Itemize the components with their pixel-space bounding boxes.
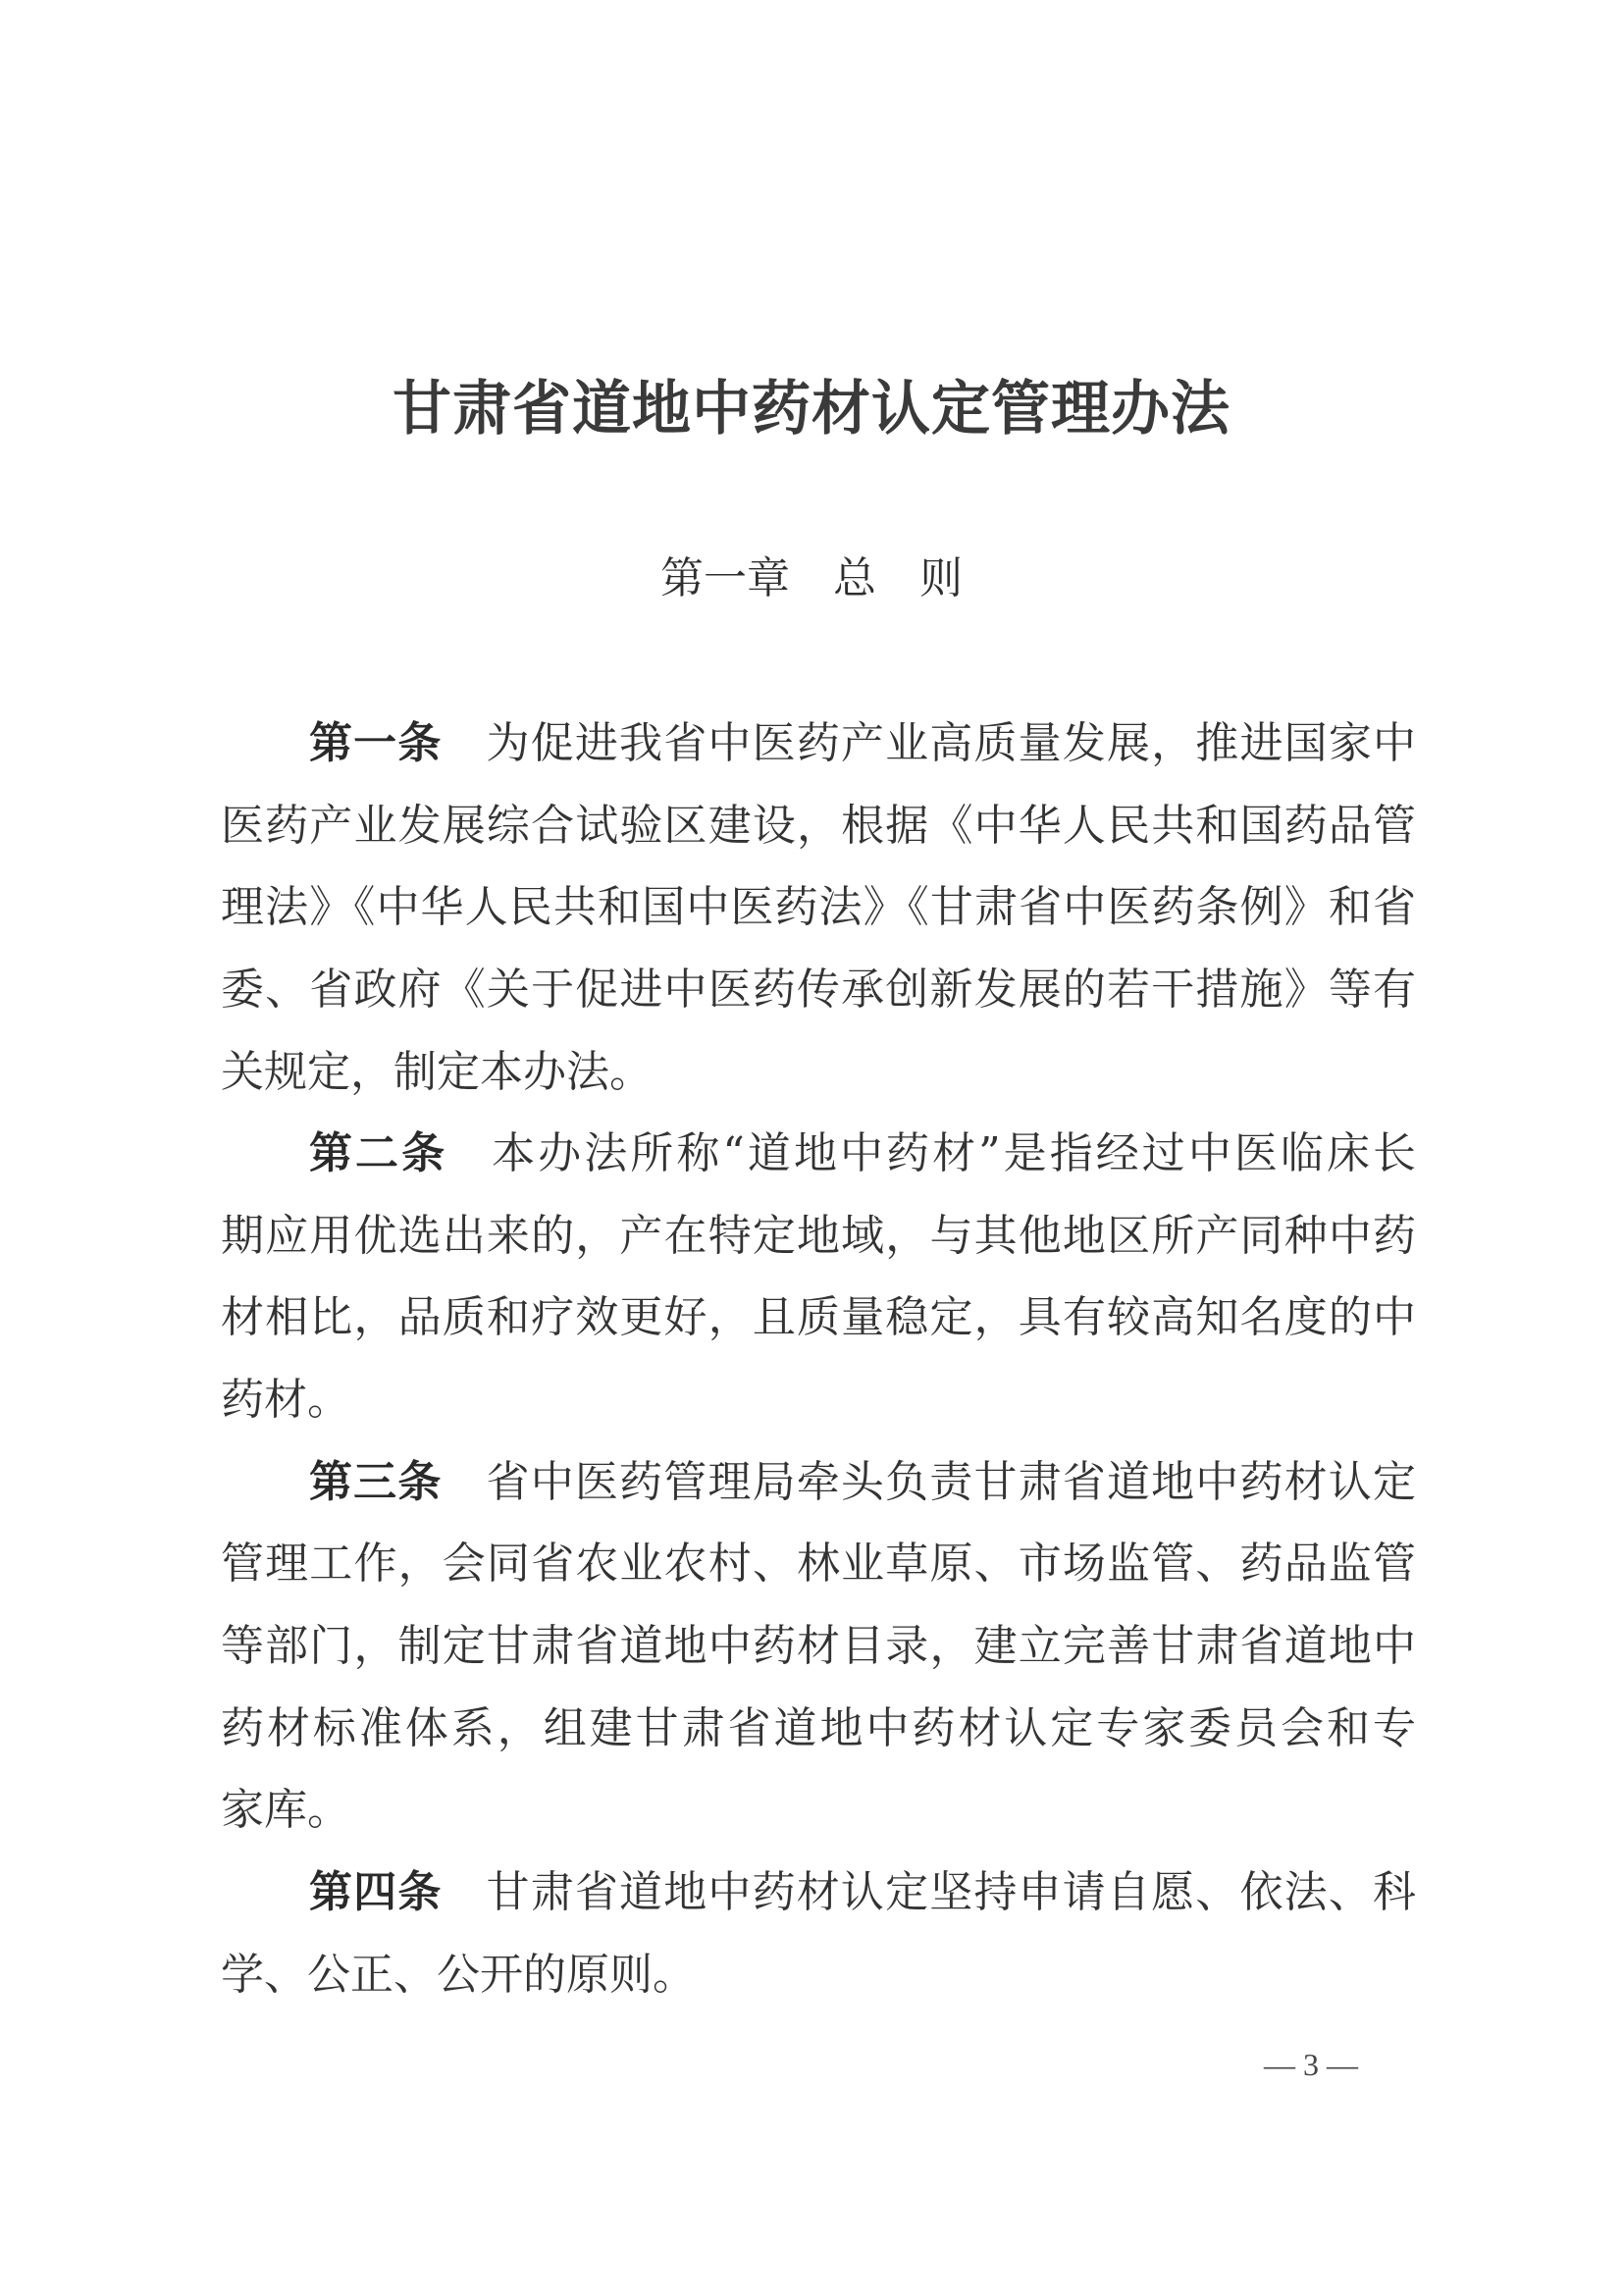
- article-first-line: [221, 1852, 1416, 1934]
- article-line-text: 本办法所称“道地中药材”是指经过中医临床长: [492, 1128, 1416, 1179]
- page-number: — 3 —: [1264, 2047, 1358, 2082]
- article-first-line: [221, 703, 1416, 785]
- article-line: 理法》《中华人民共和国中医药法》《甘肃省中医药条例》和省: [221, 882, 1416, 933]
- article-3: [221, 1441, 1416, 1852]
- chapter-heading: 第一章 总 则: [660, 553, 963, 603]
- article-label: 第一条: [309, 718, 443, 768]
- article-line: 委、省政府《关于促进中医药传承创新发展的若干措施》等有: [221, 964, 1416, 1015]
- article-line: 期应用优选出来的，产在特定地域，与其他地区所产同种中药: [221, 1210, 1416, 1261]
- article-first-line: [221, 1113, 1416, 1195]
- article-1: [221, 703, 1416, 1113]
- article-line: 家库。: [221, 1785, 350, 1836]
- article-line: 医药产业发展综合试验区建设，根据《中华人民共和国药品管: [221, 800, 1416, 851]
- article-line: 管理工作，会同省农业农村、林业草原、市场监管、药品监管: [221, 1539, 1416, 1590]
- article-label: 第三条: [309, 1456, 443, 1507]
- document-title: 甘肃省道地中药材认定管理办法: [393, 375, 1230, 444]
- article-2: [221, 1113, 1416, 1441]
- article-line: 学、公正、公开的原则。: [221, 1949, 696, 2000]
- article-line: 关规定，制定本办法。: [221, 1046, 653, 1097]
- article-line: 药材。: [221, 1375, 350, 1426]
- article-line-text: 为促进我省中医药产业高质量发展，推进国家中: [486, 718, 1416, 768]
- article-line: 材相比，品质和疗效更好，且质量稳定，具有较高知名度的中: [221, 1292, 1416, 1343]
- article-line: 药材标准体系，组建甘肃省道地中药材认定专家委员会和专: [221, 1702, 1416, 1753]
- article-first-line: [221, 1441, 1416, 1524]
- article-line-text: 甘肃省道地中药材认定坚持申请自愿、依法、科: [486, 1866, 1416, 1917]
- document-body: [221, 703, 1416, 2015]
- article-label: 第四条: [309, 1866, 443, 1917]
- article-4: [221, 1852, 1416, 2015]
- article-label: 第二条: [309, 1128, 448, 1179]
- article-line: 等部门，制定甘肃省道地中药材目录，建立完善甘肃省道地中: [221, 1621, 1416, 1672]
- article-line-text: 省中医药管理局牵头负责甘肃省道地中药材认定: [486, 1456, 1416, 1507]
